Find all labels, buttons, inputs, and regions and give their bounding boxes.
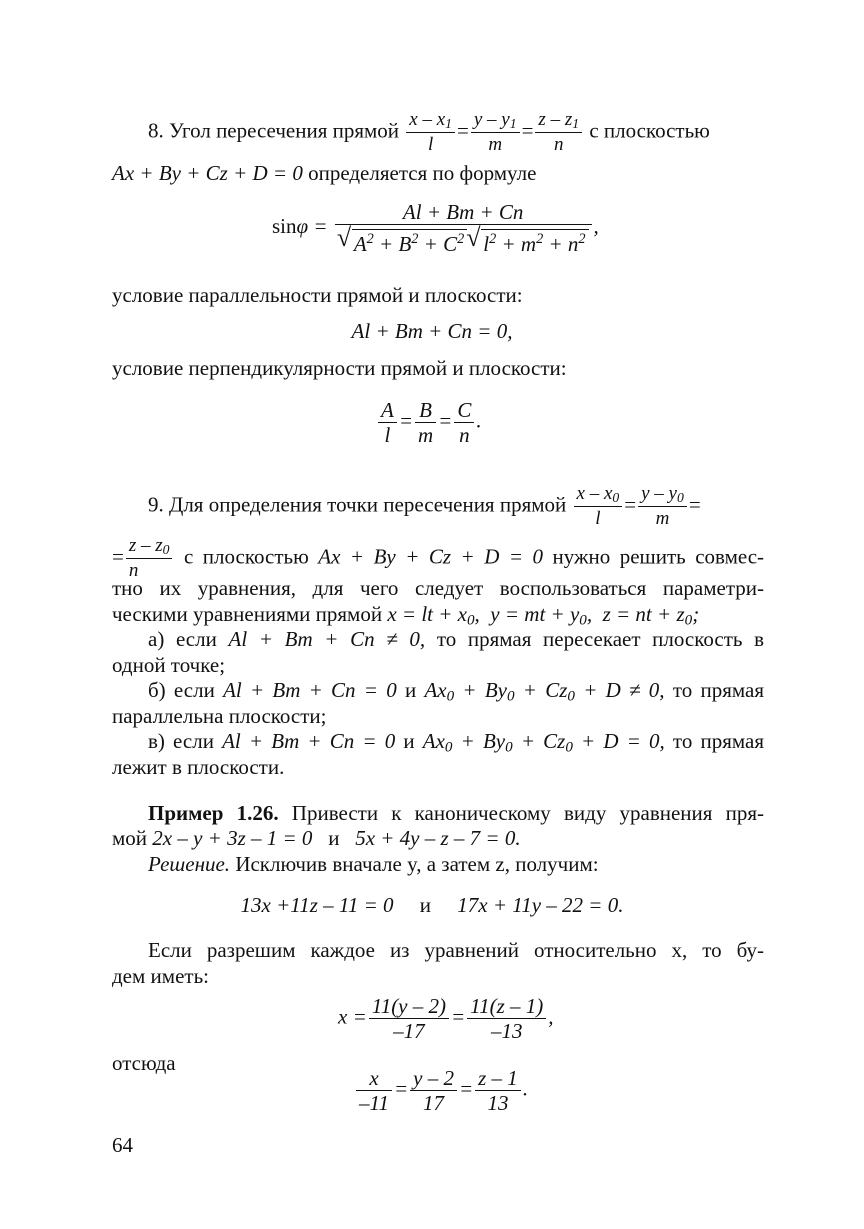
p8-line-1: 8. Угол пересечения прямой $\frac{x - x_1}{l}$ = $\frac{y - y_1}{m}$ = $\frac{z - z_1}{n}$ с плоскостью bbox=[148, 109, 710, 155]
solution-line: Решение. Исключив вначале y, а затем z, получим: bbox=[148, 852, 599, 876]
p9-line-1: 9. Для определения точки пересечения прямой $\frac{x - x_0}{l}$ = $\frac{y - y_0}{m}$ = bbox=[148, 483, 701, 529]
sin-numerator: Al + Bm + Cn bbox=[335, 200, 592, 225]
parallel-text: условие параллельности прямой и плоскости: bbox=[112, 283, 523, 307]
case-c-line-1: в) если Al + Bm + Cn = 0 и $Ax_0 + By_0 + Cz_0 + D = 0$, то прямая bbox=[148, 729, 764, 756]
sin-formula: sinφ = Al + Bm + Cn √ $A^2 + B^2 + C^2√$ $l^2 + m^2 + n^2$ , bbox=[272, 200, 599, 256]
canonical-formula: $\frac{x}{-11}$ = $\frac{y - 2}{17}$ = $\frac{z - 1}{13}$ . bbox=[354, 1066, 528, 1115]
example-line-3: Если разрешим каждое из уравнений относительно x, то бу- bbox=[148, 938, 764, 962]
p9-line-4: ческими уравнениями прямой x = lt + $x_0$, y = mt + $y_0$, z = nt + $z_0$; bbox=[112, 602, 700, 629]
example-title: Пример 1.26. bbox=[148, 801, 279, 825]
p9-plane: Ax + By + Cz + D = 0 bbox=[318, 544, 544, 569]
perp-formula: $\frac{A}{l}$ = $\frac{B}{m}$ = $\frac{C}{n}$ . bbox=[376, 398, 482, 447]
case-b-line-1: б) если Al + Bm + Cn = 0 и $Ax_0 + By_0 + Cz_0 + D \ne 0$, то прямая bbox=[148, 678, 764, 705]
sin-label: sin bbox=[272, 213, 297, 238]
p9-intro: 9. Для определения точки пересечения прямой bbox=[148, 492, 567, 517]
page-number: 64 bbox=[112, 1133, 133, 1157]
solution-label: Решение. bbox=[148, 852, 231, 876]
line-eq-fraction-z: $\frac{z - z_1}{n}$ bbox=[535, 108, 582, 157]
p8-tail: с плоскостью bbox=[589, 118, 710, 143]
p9-line-2: = $\frac{z - z_0}{n}$ с плоскостью Ax + By + Cz + D = 0 нужно решить совмес- bbox=[112, 535, 765, 581]
p8-plane: Ax + By + Cz + D = 0 bbox=[112, 161, 303, 185]
case-a-line-1: а) если Al + Bm + Cn ≠ 0, то прямая пересекает плоскость в bbox=[148, 627, 765, 651]
case-b-line-2: параллельна плоскости; bbox=[112, 704, 327, 728]
example-line-1: Пример 1.26. Привести к каноническому виду уравнения пря- bbox=[148, 801, 765, 825]
x-formula: x = $\frac{11(y - 2)}{-17}$ = $\frac{11(z - 1)}{-13}$ , bbox=[338, 994, 554, 1043]
parallel-eq: Al + Bm + Cn = 0, bbox=[351, 319, 513, 343]
p8-rest: определяется по формуле bbox=[308, 161, 537, 185]
line-eq-fraction-y: $\frac{y - y_1}{m}$ bbox=[471, 108, 520, 157]
example-line-4: дем иметь: bbox=[112, 964, 209, 988]
case-c-line-2: лежит в плоскости. bbox=[112, 755, 285, 779]
line-eq-fraction-x: $\frac{x - x_1}{l}$ bbox=[406, 108, 455, 157]
sin-phi: φ bbox=[296, 213, 309, 238]
case-a-line-2: одной точке; bbox=[112, 653, 226, 677]
solution-equations: 13x +11z – 11 = 0 и 17x + 11y – 22 = 0. bbox=[240, 893, 624, 917]
p8-intro: 8. Угол пересечения прямой bbox=[148, 118, 400, 143]
sin-fraction: Al + Bm + Cn √ $A^2 + B^2 + C^2√$ $l^2 + m^2 + n^2$ bbox=[335, 200, 592, 256]
otsyuda-text: отсюда bbox=[112, 1051, 176, 1075]
p9-line2-rest: с плоскостью bbox=[183, 544, 309, 569]
p9-line2-tail: нужно решить совмес- bbox=[552, 544, 765, 569]
perp-text: условие перпендикулярности прямой и плоскости: bbox=[112, 356, 567, 380]
p8-line-2 bbox=[112, 160, 764, 186]
p9-line-3: тно их уравнения, для чего следует воспользоваться параметри- bbox=[112, 576, 764, 600]
example-line-2: мой 2x – y + 3z – 1 = 0 и 5x + 4y – z – 7 = 0. bbox=[112, 826, 521, 850]
